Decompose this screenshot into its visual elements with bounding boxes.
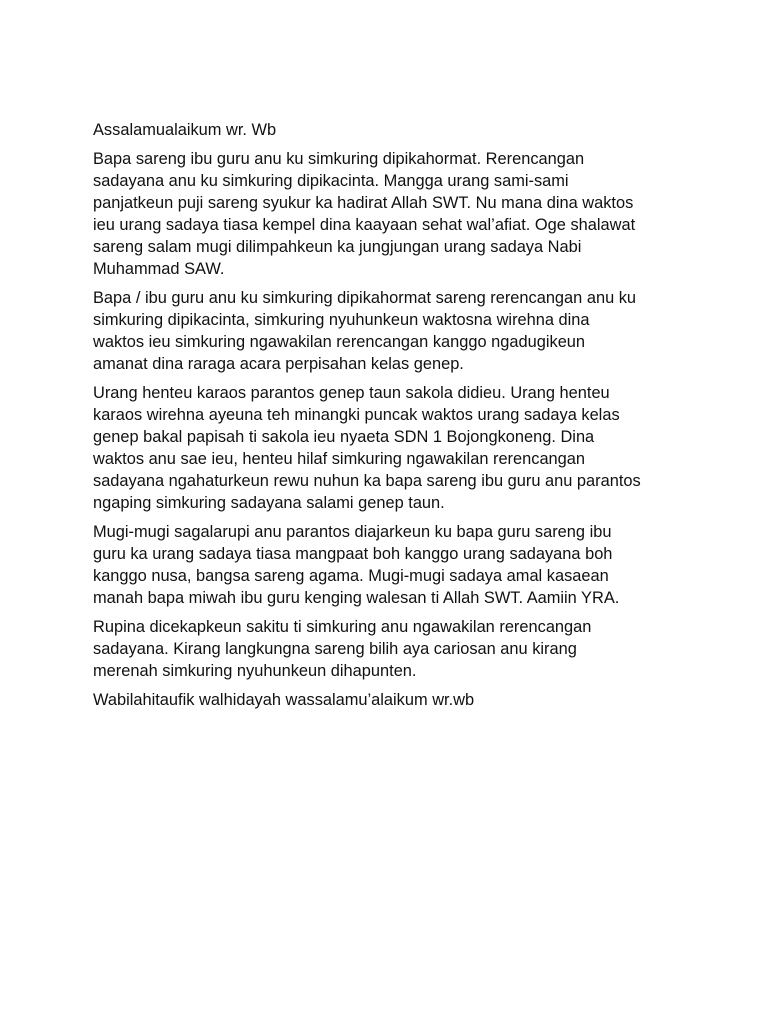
paragraph-farewell: Urang henteu karaos parantos genep taun sakola didieu. Urang henteu karaos wirehna ayeuna teh minangki puncak waktos urang sadaya kelas genep bakal papisah ti sakola ieu nyaeta SDN 1 Bojongkoneng. Dina waktos anu sae ieu, henteu hilaf simkuring ngawakilan rerencangan sadayana ngahaturkeun rewu nuhun ka bapa sareng ibu guru anu parantos ngaping simkuring sadayana salami genep taun. (93, 384, 641, 512)
document-body (93, 119, 693, 718)
paragraph-apology: Rupina dicekapkeun sakitu ti simkuring anu ngawakilan rerencangan sadayana. Kirang langkungna sareng bilih aya cariosan anu kirang merenah simkuring nyuhunkeun dihapunten. (93, 618, 592, 680)
paragraph-request: Bapa / ibu guru anu ku simkuring dipikahormat sareng rerencangan anu ku simkuring dipikacinta, simkuring nyuhunkeun waktosna wirehna dina waktos ieu simkuring ngawakilan rerencangan kanggo ngadugikeun amanat dina raraga acara perpisahan kelas genep. (93, 289, 637, 373)
paragraph-opening: Bapa sareng ibu guru anu ku simkuring dipikahormat. Rerencangan sadayana anu ku simkuring dipikacinta. Mangga urang sami-sami panjatkeun puji sareng syukur ka hadirat Allah SWT. Nu mana dina waktos ieu urang sadaya tiasa kempel dina kaayaan sehat wal’afiat. Oge shalawat sareng salam mugi dilimpahkeun ka jungjungan urang sadaya Nabi Muhammad SAW. (93, 150, 636, 278)
paragraph-hope: Mugi-mugi sagalarupi anu parantos diajarkeun ku bapa guru sareng ibu guru ka urang sadaya tiasa mangpaat boh kanggo urang sadayana boh kanggo nusa, bangsa sareng agama. Mugi-mugi sadaya amal kasaean manah bapa miwah ibu guru kenging walesan ti Allah SWT. Aamiin YRA. (93, 523, 620, 607)
greeting-line: Assalamualaikum wr. Wb (93, 121, 277, 139)
closing-line: Wabilahitaufik walhidayah wassalamu’alaikum wr.wb (93, 691, 475, 709)
